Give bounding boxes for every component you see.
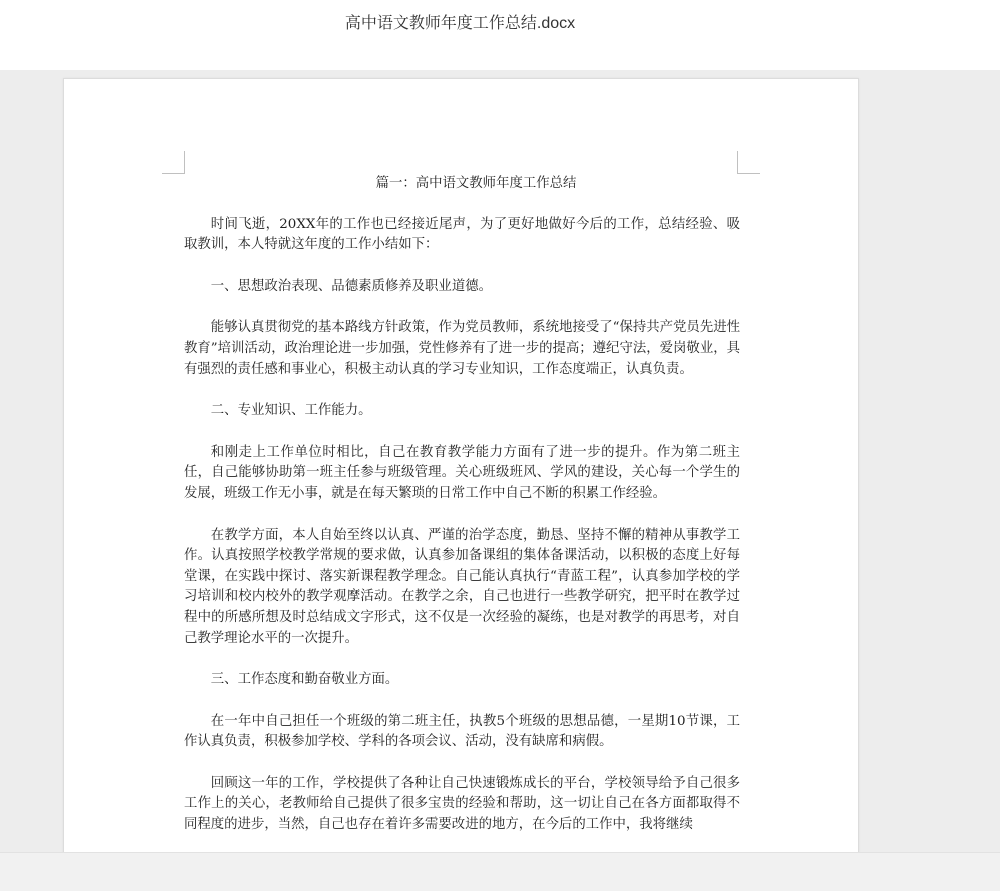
paragraph: 和刚走上工作单位时相比，自己在教育教学能力方面有了进一步的提升。作为第二班主任，自己能够协助第一班主任参与班级管理。关心班级班风、学风的建设，关心每一个学生的发展，班级工作无小事，就是在每天繁琐的日常工作中自己不断的积累工作经验。 bbox=[184, 444, 740, 501]
document-viewer[interactable] bbox=[0, 70, 1000, 852]
margin-corner-top-right bbox=[737, 151, 760, 174]
paragraph: 时间飞逝，20XX年的工作也已经接近尾声，为了更好地做好今后的工作，总结经验、吸取教训，本人特就这年度的工作小结如下： bbox=[184, 216, 740, 253]
section-heading: 二、专业知识、工作能力。 bbox=[210, 403, 372, 419]
page-content bbox=[184, 174, 740, 852]
paragraph: 在一年中自己担任一个班级的第二班主任，执教5个班级的思想品德，一星期10节课，工作认真负责，积极参加学校、学科的各项会议、活动，没有缺席和病假。 bbox=[184, 713, 740, 750]
title-bar bbox=[0, 0, 1000, 70]
section-heading: 三、工作态度和勤奋敬业方面。 bbox=[210, 672, 399, 688]
paragraph: 能够认真贯彻党的基本路线方针政策，作为党员教师，系统地接受了“保持共产党员先进性教育”培训活动，政治理论进一步加强，党性修养有了进一步的提高；遵纪守法，爱岗敬业，具有强烈的责任感和事业心，积极主动认真的学习专业知识，工作态度端正，认真负责。 bbox=[184, 320, 740, 377]
margin-corner-top-left bbox=[162, 151, 185, 174]
document-page bbox=[63, 78, 859, 852]
document-heading: 篇一：高中语文教师年度工作总结 bbox=[375, 176, 577, 191]
paragraph: 在教学方面，本人自始至终以认真、严谨的治学态度，勤恳、坚持不懈的精神从事教学工作。认真按照学校教学常规的要求做，认真参加备课组的集体备课活动，以积极的态度上好每堂课，在实践中探讨、落实新课程教学理念。自己能认真执行“青蓝工程”，认真参加学校的学习培训和校内校外的教学观摩活动。在教学之余，自己也进行一些教学研究，把平时在教学过程中的所感所想及时总结成文字形式，这不仅是一次经验的凝练，也是对教学的再思考，对自己教学理论水平的一次提升。 bbox=[184, 527, 740, 646]
paragraph: 回顾这一年的工作，学校提供了各种让自己快速锻炼成长的平台，学校领导给予自己很多工作上的关心，老教师给自己提供了很多宝贵的经验和帮助，这一切让自己在各方面都取得不同程度的进步，当然，自己也存在着许多需要改进的地方，在今后的工作中，我将继续 bbox=[184, 775, 740, 833]
document-filename: 高中语文教师年度工作总结.docx bbox=[344, 15, 576, 32]
section-heading: 一、思想政治表现、品德素质修养及职业道德。 bbox=[210, 278, 492, 294]
bottom-bar bbox=[0, 852, 1000, 891]
